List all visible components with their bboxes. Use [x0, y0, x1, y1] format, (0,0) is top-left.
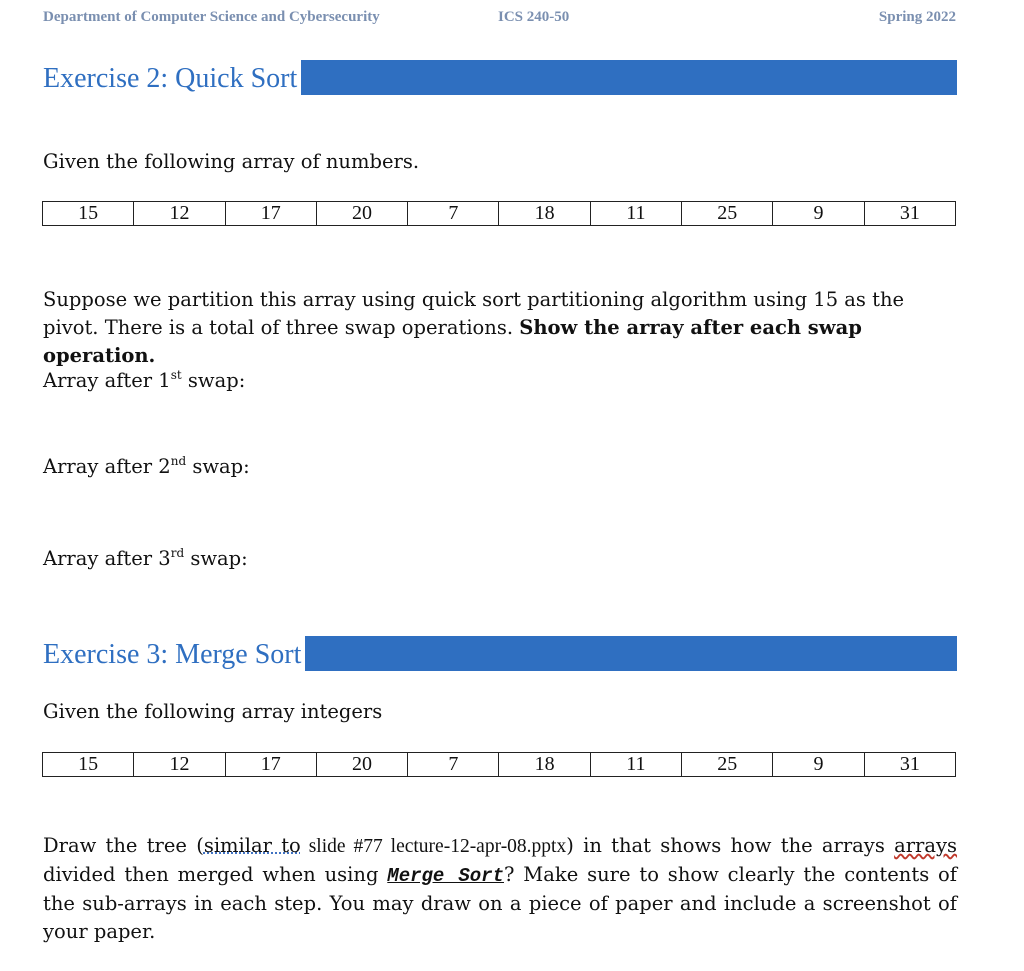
problem-text: Suppose we partition this array using quick sort partitioning algorithm using 15 as the pivot. There is a total of three swap operations. [43, 288, 905, 339]
array-cell: 25 [682, 753, 773, 777]
array-cell: 15 [43, 753, 134, 777]
page-header [43, 9, 956, 29]
department-name: Department of Computer Science and Cybersecurity [43, 9, 380, 25]
course-code: ICS 240-50 [498, 9, 570, 25]
swap-1-label [43, 367, 957, 395]
instructions-repeated-word: arrays [894, 834, 958, 857]
swap-3-prefix: Array after 3 [43, 547, 171, 570]
swap-2-sup: nd [170, 454, 187, 468]
swap-2-label [43, 453, 957, 481]
instructions-part: divided then merged when using [43, 863, 388, 886]
array-cell: 12 [134, 202, 225, 226]
array-cell: 12 [134, 753, 225, 777]
exercise-2-heading-bar [41, 60, 957, 95]
array-cell: 15 [43, 202, 134, 226]
instructions-part: Draw the tree ( [43, 834, 204, 857]
array-cell: 20 [316, 202, 407, 226]
exercise-3-instructions [43, 832, 957, 946]
exercise-2-array [42, 201, 956, 226]
array-cell: 18 [499, 202, 590, 226]
instructions-similar-to: similar to [203, 834, 301, 857]
problem-instruction: Show the array after each swap operation. [43, 316, 862, 367]
exercise-2-intro: Given the following array of numbers. [43, 150, 420, 173]
swap-2-prefix: Array after 2 [43, 455, 171, 478]
swap-1-prefix: Array after 1 [43, 369, 171, 392]
instructions-part: ? Make sure to show clearly the contents of the sub-arrays in each step. You may draw on a piece of paper and include a screenshot of your paper. [43, 863, 958, 943]
exercise-2-title: Exercise 2: Quick Sort [41, 60, 301, 95]
array-cell: 11 [590, 753, 681, 777]
array-cell: 25 [682, 202, 773, 226]
array-cell: 31 [864, 753, 955, 777]
instructions-merge-sort-code: Merge Sort [387, 865, 504, 887]
swap-3-label [43, 545, 957, 573]
exercise-3-array [42, 752, 956, 777]
exercise-3-intro: Given the following array integers [43, 700, 383, 723]
swap-1-suffix: swap: [181, 369, 246, 392]
exercise-3-title: Exercise 3: Merge Sort [41, 636, 305, 671]
array-row [43, 202, 956, 226]
array-cell: 9 [773, 202, 864, 226]
swap-1-sup: st [170, 368, 182, 382]
exercise-2-problem [43, 286, 957, 370]
instructions-slide-ref: slide #77 lecture-12-apr-08.pptx [300, 836, 567, 857]
array-cell: 11 [590, 202, 681, 226]
instructions-part: ) in that shows how the arrays [566, 834, 895, 857]
swap-2-suffix: swap: [186, 455, 250, 478]
array-cell: 7 [408, 202, 499, 226]
term-label: Spring 2022 [878, 9, 956, 25]
array-row [43, 753, 956, 777]
swap-3-sup: rd [170, 546, 185, 560]
array-cell: 18 [499, 753, 590, 777]
array-cell: 17 [225, 202, 316, 226]
array-cell: 17 [225, 753, 316, 777]
array-cell: 31 [864, 202, 955, 226]
exercise-3-heading-bar [41, 636, 957, 671]
array-cell: 9 [773, 753, 864, 777]
array-cell: 20 [316, 753, 407, 777]
swap-3-suffix: swap: [184, 547, 248, 570]
array-cell: 7 [408, 753, 499, 777]
